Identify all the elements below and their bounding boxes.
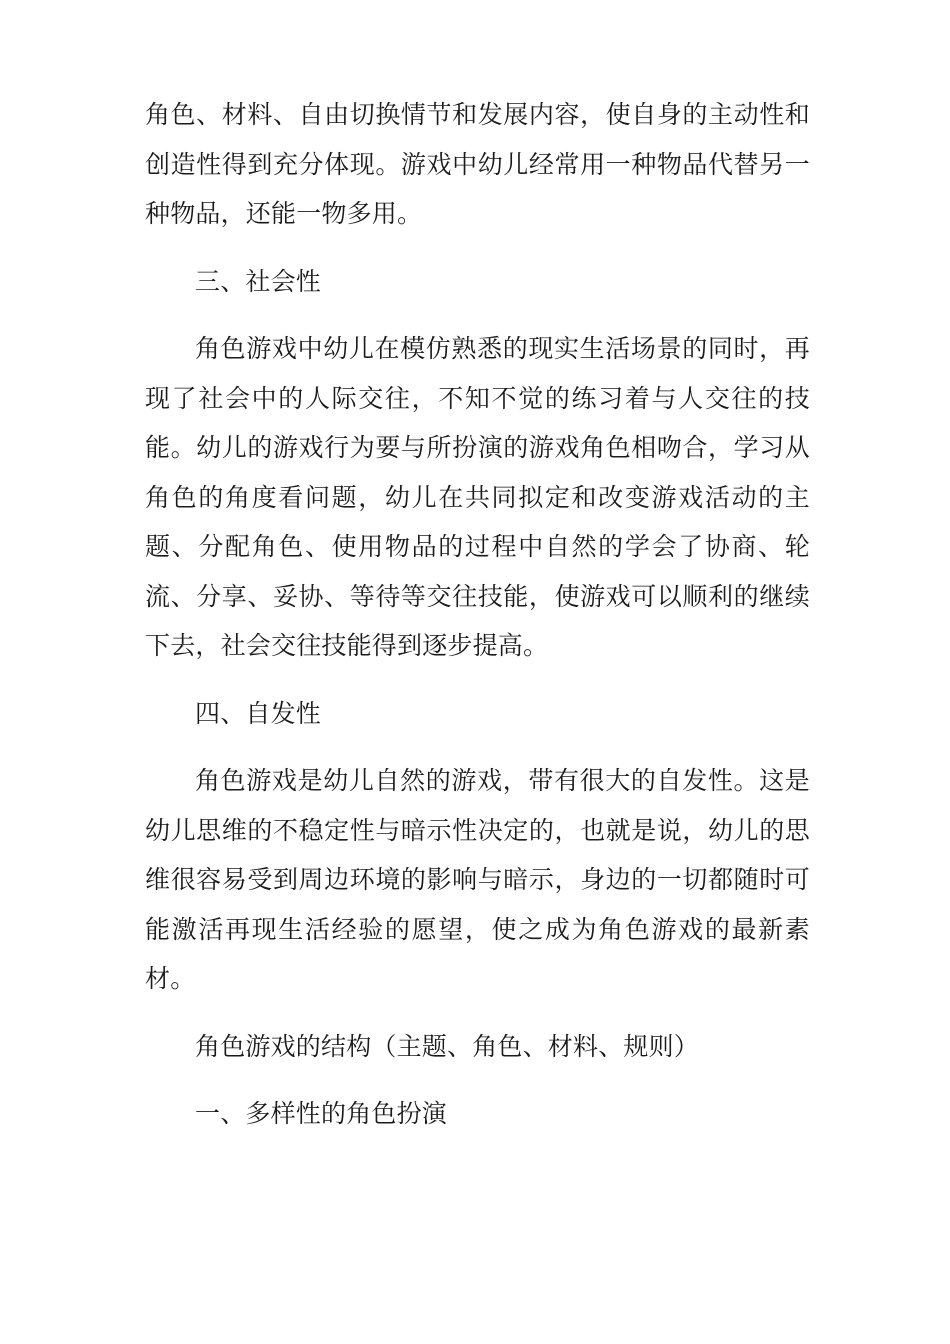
- section-heading-roleplay: 一、多样性的角色扮演: [195, 1099, 448, 1128]
- section-heading-structure: 角色游戏的结构（主题、角色、材料、规则）: [195, 1031, 700, 1061]
- section-heading-spontaneous: 四、自发性: [195, 698, 322, 728]
- paragraph-social: 角色游戏中幼儿在模仿熟悉的现实生活场景的同时，再现了社会中的人际交往，不知不觉的练习着与人交往的技能。幼儿的游戏行为要与所扮演的游戏角色相吻合，学习从角色的角度看问题，幼儿在共同拟定和改变游戏活动的主题、分配角色、使用物品的过程中自然的学会了协商、轮流、分享、妥协、等待等交往技能，使游戏可以顺利的继续下去，社会交往技能得到逐步提高。: [145, 334, 810, 660]
- section-heading-social: 三、社会性: [195, 266, 322, 296]
- paragraph-continuation: 角色、材料、自由切换情节和发展内容，使自身的主动性和创造性得到充分体现。游戏中幼儿经常用一种物品代替另一种物品，还能一物多用。: [145, 100, 810, 228]
- paragraph-spontaneous: 角色游戏是幼儿自然的游戏，带有很大的自发性。这是幼儿思维的不稳定性与暗示性决定的，也就是说，幼儿的思维很容易受到周边环境的影响与暗示，身边的一切都随时可能激活再现生活经验的愿望，使之成为角色游戏的最新素材。: [145, 766, 810, 993]
- document-body: [145, 90, 810, 1157]
